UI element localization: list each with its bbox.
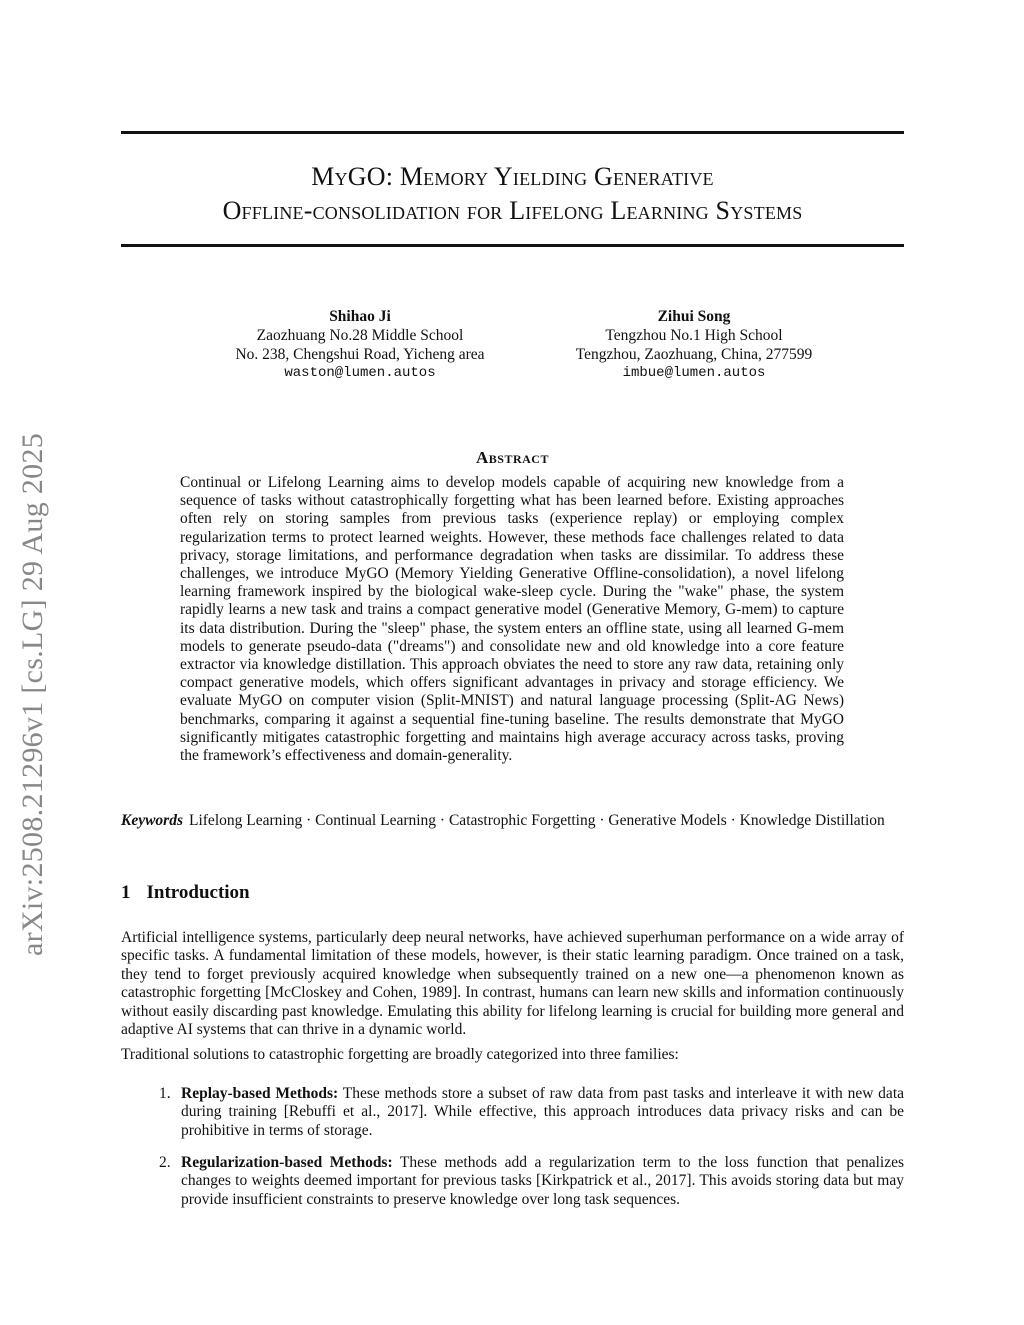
keywords-label: Keywords [121, 812, 183, 829]
intro-paragraph: Artificial intelligence systems, particularly deep neural networks, have achieved superhuman performance on a wide array of specific tasks. A fundamental limitation of these models, however, is their static learning paradigm. Once trained on a task, they tend to forget previously acquired knowledge when subsequently trained on a new one—a phenomenon known as catastrophic forgetting [McCloskey and Cohen, 1989]. In contrast, humans can learn new skills and information continuously without easily discarding past knowledge. Emulating this ability for lifelong learning is crucial for building more general and adaptive AI systems that can thrive in a dynamic world. [121, 929, 904, 1039]
abstract-heading: Abstract [476, 448, 549, 467]
list-item-lead: Replay-based Methods: [181, 1085, 339, 1102]
author-email: imbue@lumen.autos [622, 365, 766, 381]
list-marker: 1. [159, 1085, 171, 1102]
author-name: Shihao Ji [329, 308, 391, 325]
section-heading-introduction [121, 882, 250, 904]
title-line-1: MyGO: Memory Yielding Generative [311, 162, 714, 191]
keywords-text: Lifelong Learning · Continual Learning · Catastrophic Forgetting · Generative Models · Knowledge Distillation [189, 812, 885, 829]
title-top-rule [121, 131, 904, 134]
section-title: Introduction [146, 882, 250, 903]
title-bottom-rule [121, 244, 904, 247]
author-name: Zihui Song [657, 308, 731, 325]
author-address: No. 238, Chengshui Road, Yicheng area [235, 346, 485, 363]
author-email: waston@lumen.autos [284, 365, 436, 381]
list-item-text: These methods add a regularization term to the loss function that penalizes changes to weights deemed important for previous tasks [Kirkpatrick et al., 2017]. This avoids storing data but may provide insufficient constraints to preserve knowledge over long task sequences. [181, 1154, 904, 1208]
intro-paragraph: Traditional solutions to catastrophic forgetting are broadly categorized into three families: [121, 1046, 679, 1063]
list-item-lead: Regularization-based Methods: [181, 1154, 393, 1171]
arxiv-identifier-stamp: arXiv:2508.21296v1 [cs.LG] 29 Aug 2025 [16, 432, 49, 956]
author-affiliation: Tengzhou No.1 High School [605, 327, 783, 344]
title-line-2: Offline-consolidation for Lifelong Learning Systems [222, 196, 803, 225]
author-address: Tengzhou, Zaozhuang, China, 277599 [575, 346, 813, 363]
author-affiliation: Zaozhuang No.28 Middle School [256, 327, 464, 344]
section-number: 1 [121, 882, 131, 903]
list-item-text: These methods store a subset of raw data from past tasks and interleave it with new data during training [Rebuffi et al., 2017]. While effective, this approach introduces data privacy risks and can be prohibitive in terms of storage. [181, 1085, 904, 1139]
list-item [159, 1085, 904, 1140]
list-marker: 2. [159, 1154, 171, 1171]
list-item [159, 1154, 904, 1209]
keywords [121, 812, 904, 831]
paper-title [100, 160, 925, 228]
author-block-1 [180, 307, 540, 383]
abstract-text: Continual or Lifelong Learning aims to develop models capable of acquiring new knowledge from a sequence of tasks without catastrophically forgetting what has been learned before. Existing approaches often rely on storing samples from previous tasks (experience replay) or employing complex regularization terms to protect learned weights. However, these methods face challenges related to data privacy, storage limitations, and performance degradation when tasks are dissimilar. To address these challenges, we introduce MyGO (Memory Yielding Generative Offline-consolidation), a novel lifelong learning framework inspired by the biological wake-sleep cycle. During the "wake" phase, the system rapidly learns a new task and trains a compact generative model (Generative Memory, G-mem) to capture its data distribution. During the "sleep" phase, the system enters an offline state, using all learned G-mem models to generate pseudo-data ("dreams") and consolidate new and old knowledge into a core feature extractor via knowledge distillation. This approach obviates the need to store any raw data, retaining only compact generative models, which offers significant advantages in privacy and storage efficiency. We evaluate MyGO on computer vision (Split-MNIST) and natural language processing (Split-AG News) benchmarks, comparing it against a sequential fine-tuning baseline. The results demonstrate that MyGO significantly mitigates catastrophic forgetting and maintains high average accuracy across tasks, proving the framework’s effectiveness and domain-generality. [180, 474, 844, 765]
author-block-2 [514, 307, 874, 383]
